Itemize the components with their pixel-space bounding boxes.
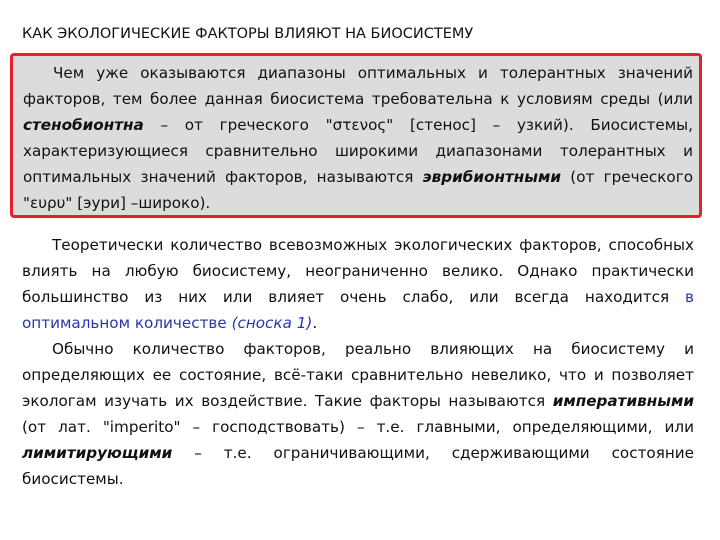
term-limiting: лимитирующими — [22, 444, 173, 462]
term-stenobiont: стенобионтна — [23, 116, 144, 134]
body-p2-text-2: (от лат. "imperito" – господствовать) – т.е. главными, определяющими, или — [22, 418, 694, 436]
body-paragraph-2 — [22, 336, 694, 492]
body-p2-text-1: Обычно количество факторов, реально влияющих на биосистему и определяющих ее состояние, всё-таки сравнительно невелико, что и позволяет экологам изучать их воздействие. Такие факторы называются — [22, 340, 694, 410]
definition-text-2: – от греческого "στενος" [стенос] – узкий). Биосистемы, характеризующиеся сравнительно широкими диапазонами толерантных и оптимальных значений факторов, называются — [23, 116, 693, 186]
definition-paragraph — [23, 60, 693, 216]
optimal-amount-link[interactable]: в оптимальном количестве — [22, 288, 694, 332]
slide-title: КАК ЭКОЛОГИЧЕСКИЕ ФАКТОРЫ ВЛИЯЮТ НА БИОСИСТЕМУ — [22, 26, 474, 42]
definition-text-1: Чем уже оказываются диапазоны оптимальных и толерантных значений факторов, тем более данная биосистема требовательна к условиям среды (или — [23, 64, 693, 108]
definition-text-3: (от греческого "ευρυ" [эури] –широко). — [23, 168, 693, 212]
body-paragraph-1 — [22, 232, 694, 336]
term-imperative: императивными — [552, 392, 694, 410]
body-p1-text-2: . — [312, 314, 318, 332]
body-p2-text-3: – т.е. ограничивающими, сдерживающими состояние биосистемы. — [22, 444, 694, 488]
body-p1-text-1: Теоретически количество всевозможных экологических факторов, способных влиять на любую биосистему, неограниченно велико. Однако практически большинство из них или влияет очень слабо, или всегда находится — [22, 236, 694, 306]
highlighted-definition-box — [10, 53, 702, 218]
footnote-link[interactable]: (сноска 1) — [231, 314, 313, 332]
body-text — [22, 232, 694, 492]
term-eurybiont: эврибионтными — [422, 168, 562, 186]
